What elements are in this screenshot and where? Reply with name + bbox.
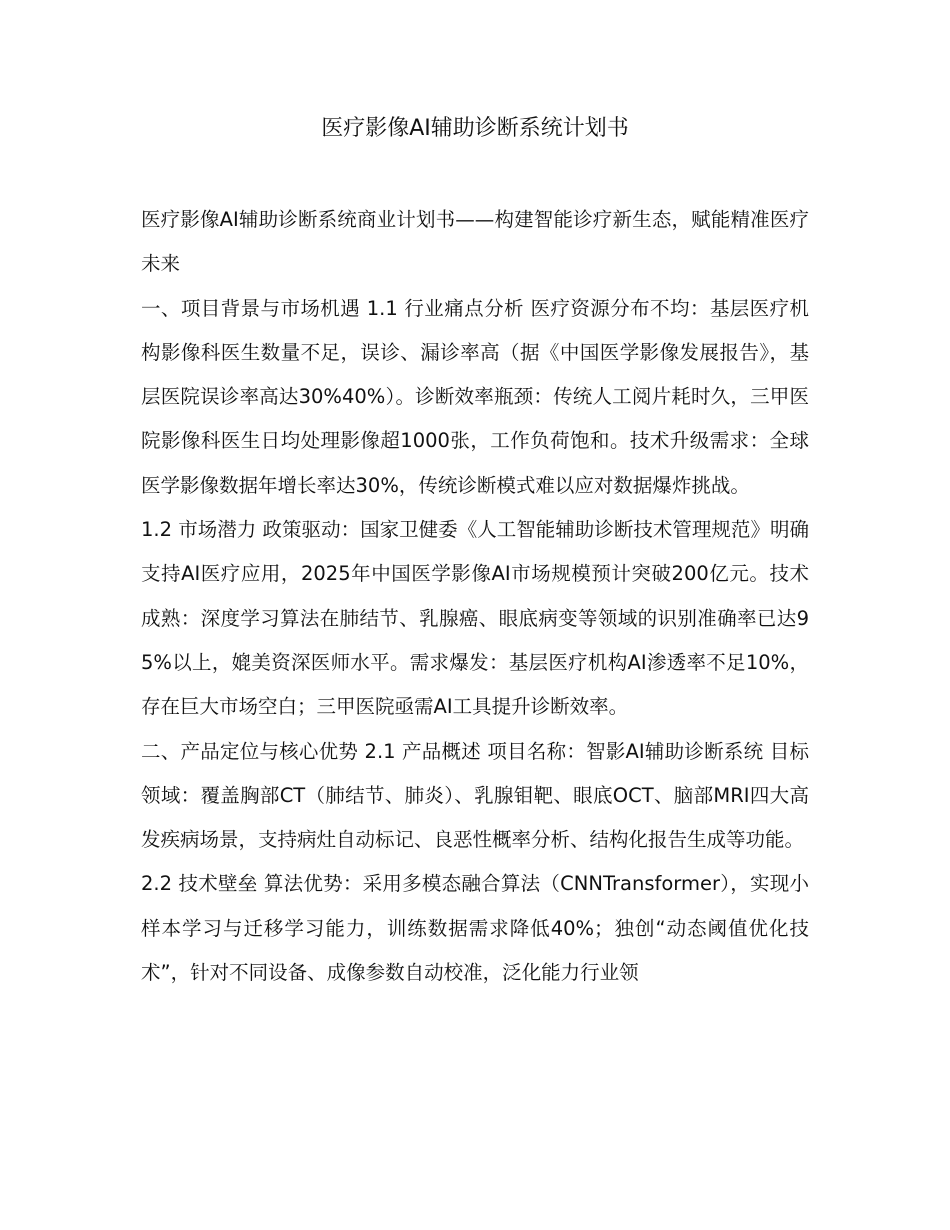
document-title: 医疗影像AI辅助诊断系统计划书 <box>321 116 629 141</box>
paragraph-section-2-1: 二、产品定位与核心优势 2.1 产品概述 项目名称：智影AI辅助诊断系统 目标领域：覆盖胸部CT（肺结节、肺炎）、乳腺钼靶、眼底OCT、脑部MRI四大高发疾病场景，支持病灶自动标记、良恶性概率分析、结构化报告生成等功能。 <box>141 739 809 852</box>
paragraph-section-1-2: 1.2 市场潜力 政策驱动：国家卫健委《人工智能辅助诊断技术管理规范》明确支持AI医疗应用，2025年中国医学影像AI市场规模预计突破200亿元。技术成熟：深度学习算法在肺结节、乳腺癌、眼底病变等领域的识别准确率已达95%以上，媲美资深医师水平。需求爆发：基层医疗机构AI渗透率不足10%，存在巨大市场空白；三甲医院亟需AI工具提升诊断效率。 <box>141 518 809 719</box>
paragraph-subtitle: 医疗影像AI辅助诊断系统商业计划书——构建智能诊疗新生态，赋能精准医疗未来 <box>141 208 809 276</box>
paragraph-section-1-1: 一、项目背景与市场机遇 1.1 行业痛点分析 医疗资源分布不均：基层医疗机构影像科医生数量不足，误诊、漏诊率高（据《中国医学影像发展报告》，基层医院误诊率高达30%40%）。诊断效率瓶颈：传统人工阅片耗时久，三甲医院影像科医生日均处理影像超1000张，工作负荷饱和。技术升级需求：全球医学影像数据年增长率达30%，传统诊断模式难以应对数据爆炸挑战。 <box>141 296 809 497</box>
paragraph-section-2-2: 2.2 技术壁垒 算法优势：采用多模态融合算法（CNNTransformer），实现小样本学习与迁移学习能力，训练数据需求降低40%；独创“动态阈值优化技术”，针对不同设备、成像参数自动校准，泛化能力行业领 <box>141 872 809 985</box>
document-body <box>141 198 809 995</box>
